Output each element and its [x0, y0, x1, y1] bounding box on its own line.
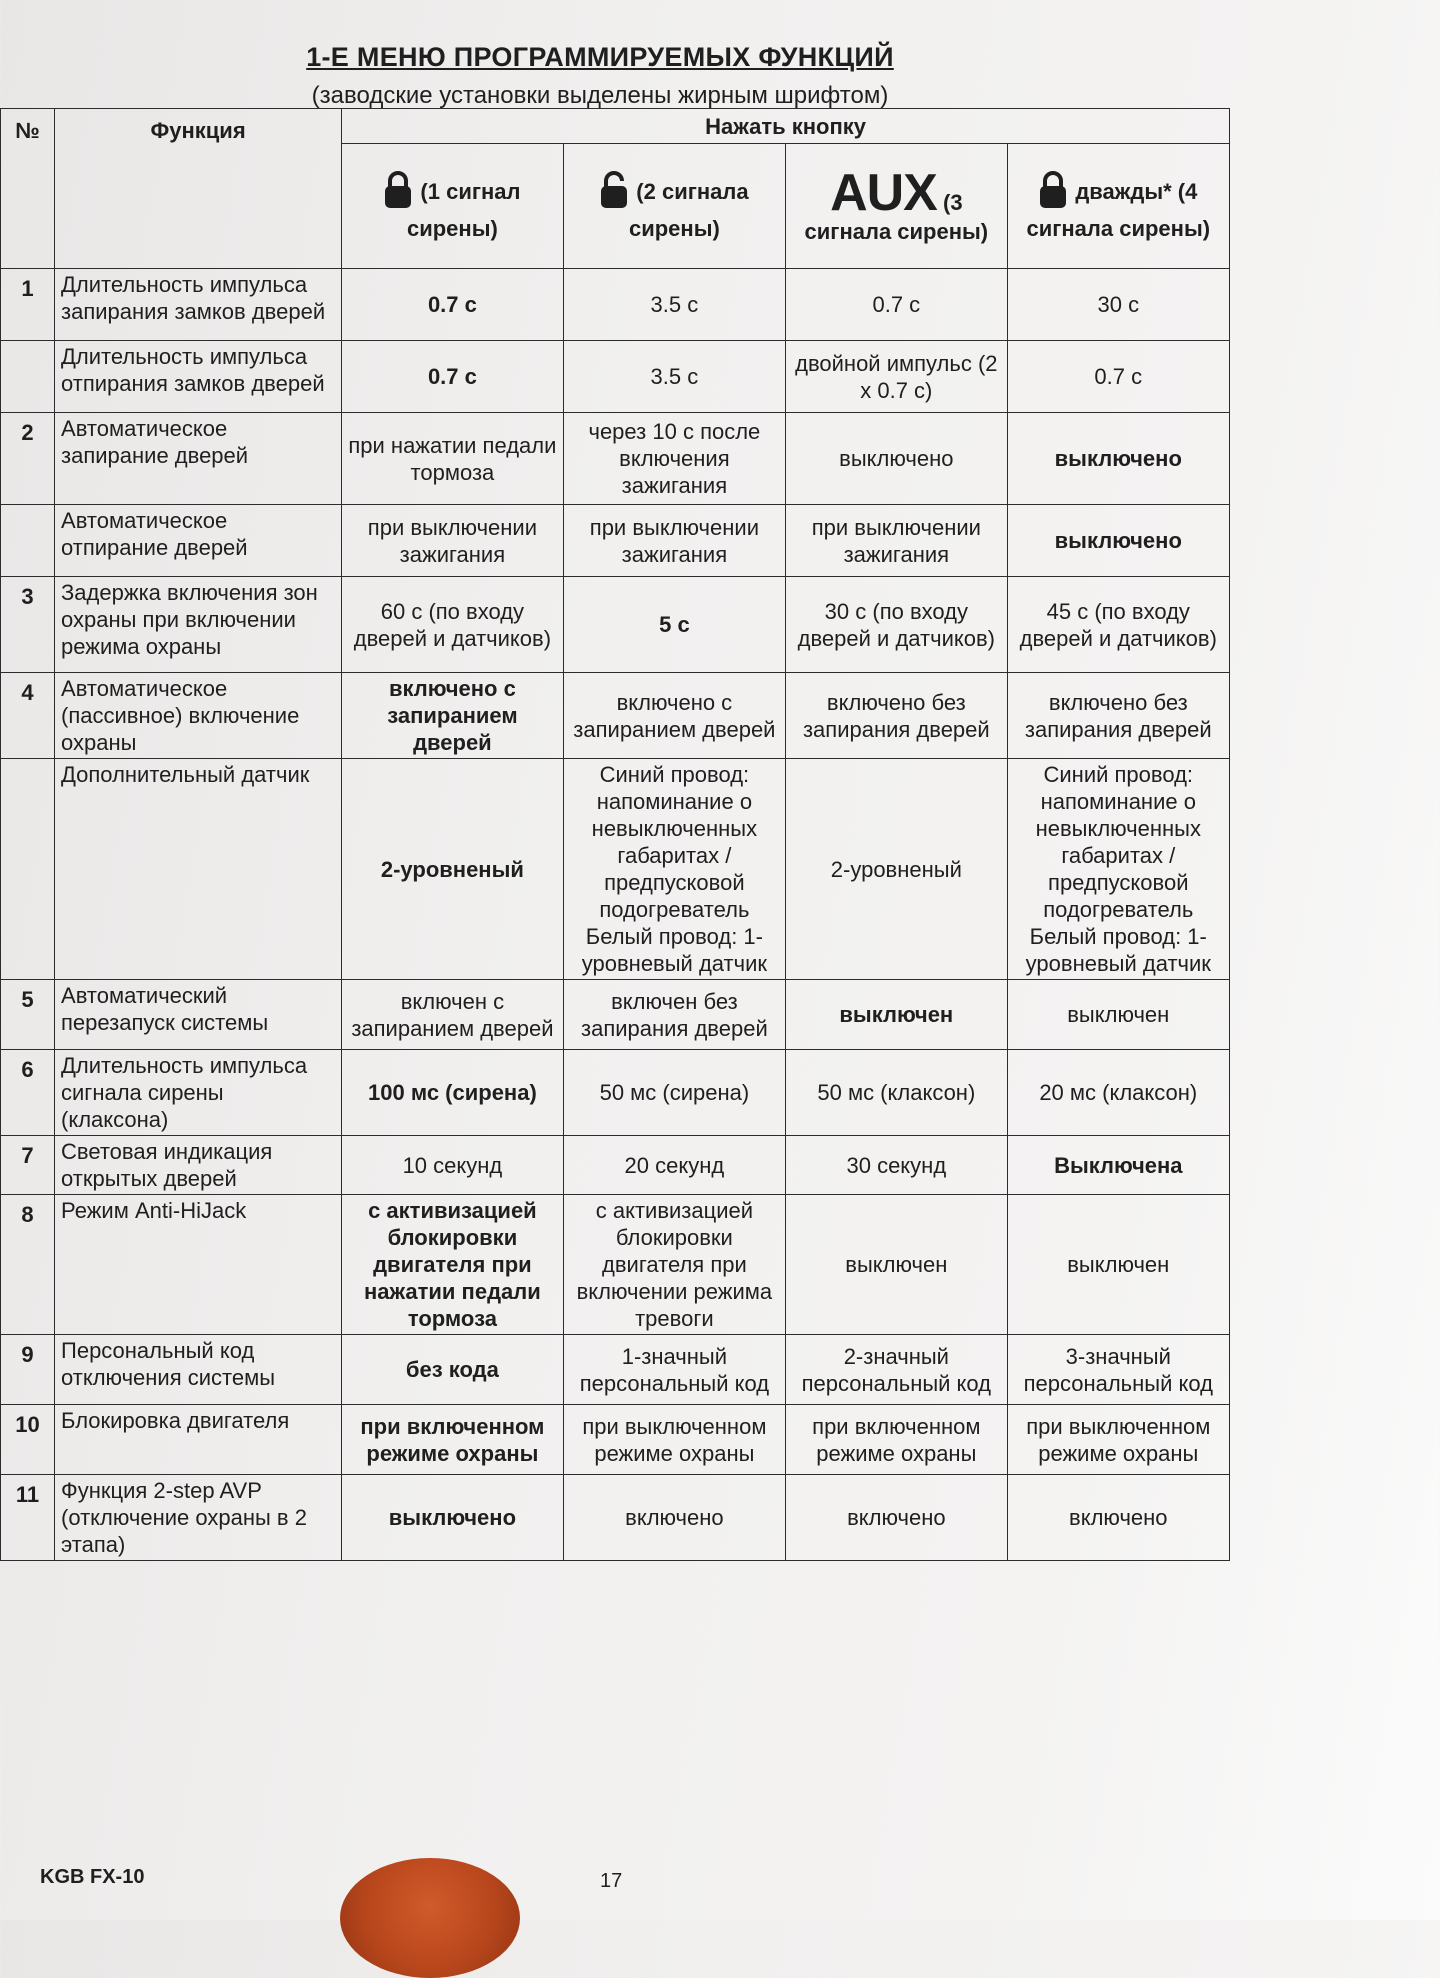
setting-value: 10 секунд	[342, 1136, 564, 1195]
header-press-button: Нажать кнопку	[342, 109, 1230, 144]
setting-value: через 10 с после включения зажигания	[563, 413, 785, 505]
setting-value: при выключении зажигания	[342, 505, 564, 577]
table-row	[1, 269, 1230, 341]
setting-value: 50 мс (сирена)	[563, 1050, 785, 1136]
setting-value: при нажатии педали тормоза	[342, 413, 564, 505]
setting-value: 0.7 с	[342, 341, 564, 413]
table-row	[1, 1195, 1230, 1335]
function-name: Персональный код отключения системы	[55, 1335, 342, 1405]
function-name: Режим Anti-HiJack	[55, 1195, 342, 1335]
setting-value: при выключении зажигания	[563, 505, 785, 577]
row-number: 7	[1, 1136, 55, 1195]
function-name: Автоматическое запирание дверей	[55, 413, 342, 505]
setting-value: выключен	[786, 980, 1007, 1050]
row-number: 11	[1, 1475, 55, 1561]
header-button-4	[1007, 144, 1229, 269]
setting-value: 2-значный персональный код	[786, 1335, 1007, 1405]
function-name: Длительность импульса отпирания замков дверей	[55, 341, 342, 413]
setting-value: 0.7 с	[786, 269, 1007, 341]
table-row	[1, 1335, 1230, 1405]
table-row	[1, 505, 1230, 577]
row-number: 10	[1, 1405, 55, 1475]
setting-value: включено с запиранием дверей	[342, 673, 564, 759]
setting-value: при выключении зажигания	[786, 505, 1007, 577]
setting-value: при включенном режиме охраны	[786, 1405, 1007, 1475]
setting-value: включено с запиранием дверей	[563, 673, 785, 759]
table-row	[1, 413, 1230, 505]
table-row	[1, 759, 1230, 980]
thumb-shadow	[340, 1858, 520, 1978]
setting-value: 30 с (по входу дверей и датчиков)	[786, 577, 1007, 673]
function-name: Световая индикация открытых дверей	[55, 1136, 342, 1195]
setting-value: 20 мс (клаксон)	[1007, 1050, 1229, 1136]
function-name: Автоматический перезапуск системы	[55, 980, 342, 1050]
setting-value: включен без запирания дверей	[563, 980, 785, 1050]
page-subtitle: (заводские установки выделены жирным шрифтом)	[311, 82, 889, 109]
row-number: 9	[1, 1335, 55, 1405]
setting-value: включено без запирания дверей	[1007, 673, 1229, 759]
setting-value: с активизацией блокировки двигателя при нажатии педали тормоза	[342, 1195, 564, 1335]
header-button-3	[786, 144, 1007, 269]
header-function: Функция	[55, 109, 342, 269]
page-number: 17	[600, 1870, 623, 1892]
table-row	[1, 1050, 1230, 1136]
setting-value: включено	[563, 1475, 785, 1561]
function-name: Задержка включения зон охраны при включении режима охраны	[55, 577, 342, 673]
setting-value: выключено	[786, 413, 1007, 505]
setting-value: 100 мс (сирена)	[342, 1050, 564, 1136]
setting-value: выключен	[786, 1195, 1007, 1335]
table-row	[1, 1136, 1230, 1195]
setting-value: при выключенном режиме охраны	[563, 1405, 785, 1475]
setting-value: 30 секунд	[786, 1136, 1007, 1195]
setting-value: Синий провод: напоминание о невыключенных габаритах / предпусковой подогреватель Белый провод: 1-уровневый датчик	[563, 759, 785, 980]
lock-closed-icon	[384, 170, 412, 216]
row-number: 1	[1, 269, 55, 341]
row-number	[1, 759, 55, 980]
setting-value: включено без запирания дверей	[786, 673, 1007, 759]
row-number: 5	[1, 980, 55, 1050]
setting-value: 20 секунд	[563, 1136, 785, 1195]
function-name: Дополнительный датчик	[55, 759, 342, 980]
row-number: 3	[1, 577, 55, 673]
setting-value: без кода	[342, 1335, 564, 1405]
lock-closed-icon	[1039, 170, 1067, 216]
header-button-1-label: (1 сигнал сирены)	[406, 178, 521, 241]
function-name: Функция 2-step AVP (отключение охраны в 2 этапа)	[55, 1475, 342, 1561]
setting-value: выключен	[1007, 1195, 1229, 1335]
setting-value: Выключена	[1007, 1136, 1229, 1195]
header-button-1	[342, 144, 564, 269]
setting-value: выключено	[342, 1475, 564, 1561]
row-number	[1, 341, 55, 413]
functions-table-body	[1, 269, 1230, 1561]
header-button-2-label: (2 сигнала сирены)	[628, 178, 749, 241]
setting-value: 30 с	[1007, 269, 1229, 341]
table-row	[1, 1405, 1230, 1475]
setting-value: с активизацией блокировки двигателя при включении режима тревоги	[563, 1195, 785, 1335]
function-name: Блокировка двигателя	[55, 1405, 342, 1475]
setting-value: 0.7 с	[1007, 341, 1229, 413]
setting-value: 2-уровненый	[342, 759, 564, 980]
setting-value: при выключенном режиме охраны	[1007, 1405, 1229, 1475]
header-num: №	[1, 109, 55, 269]
setting-value: при включенном режиме охраны	[342, 1405, 564, 1475]
setting-value: выключено	[1007, 413, 1229, 505]
setting-value: выключен	[1007, 980, 1229, 1050]
table-row	[1, 341, 1230, 413]
setting-value: 50 мс (клаксон)	[786, 1050, 1007, 1136]
row-number: 8	[1, 1195, 55, 1335]
table-row	[1, 1475, 1230, 1561]
setting-value: 45 с (по входу дверей и датчиков)	[1007, 577, 1229, 673]
header-button-3-label: (3 сигнала сирены)	[804, 190, 989, 244]
function-name: Длительность импульса сигнала сирены (клаксона)	[55, 1050, 342, 1136]
function-name: Автоматическое (пассивное) включение охраны	[55, 673, 342, 759]
setting-value: 1-значный персональный код	[563, 1335, 785, 1405]
setting-value: Синий провод: напоминание о невыключенных габаритах / предпусковой подогреватель Белый провод: 1-уровневый датчик	[1007, 759, 1229, 980]
row-number	[1, 505, 55, 577]
setting-value: 0.7 с	[342, 269, 564, 341]
setting-value: включен с запиранием дверей	[342, 980, 564, 1050]
setting-value: 3.5 с	[563, 341, 785, 413]
setting-value: 2-уровненый	[786, 759, 1007, 980]
setting-value: выключено	[1007, 505, 1229, 577]
header-button-2	[563, 144, 785, 269]
setting-value: двойной импульс (2 x 0.7 с)	[786, 341, 1007, 413]
setting-value: включено	[1007, 1475, 1229, 1561]
function-name: Длительность импульса запирания замков дверей	[55, 269, 342, 341]
setting-value: 60 с (по входу дверей и датчиков)	[342, 577, 564, 673]
setting-value: 5 с	[563, 577, 785, 673]
table-row	[1, 980, 1230, 1050]
setting-value: 3.5 с	[563, 269, 785, 341]
page-title: 1-Е МЕНЮ ПРОГРАММИРУЕМЫХ ФУНКЦИЙ	[306, 42, 894, 72]
aux-label: AUX	[830, 164, 937, 222]
lock-open-icon	[600, 170, 628, 216]
setting-value: 3-значный персональный код	[1007, 1335, 1229, 1405]
row-number: 4	[1, 673, 55, 759]
footer-model: KGB FX-10	[40, 1866, 145, 1888]
function-name: Автоматическое отпирание дверей	[55, 505, 342, 577]
row-number: 6	[1, 1050, 55, 1136]
functions-table	[0, 108, 1230, 1561]
table-row	[1, 673, 1230, 759]
setting-value: включено	[786, 1475, 1007, 1561]
table-row	[1, 577, 1230, 673]
row-number: 2	[1, 413, 55, 505]
header-button-4-label: дважды* (4 сигнала сирены)	[1026, 178, 1211, 241]
